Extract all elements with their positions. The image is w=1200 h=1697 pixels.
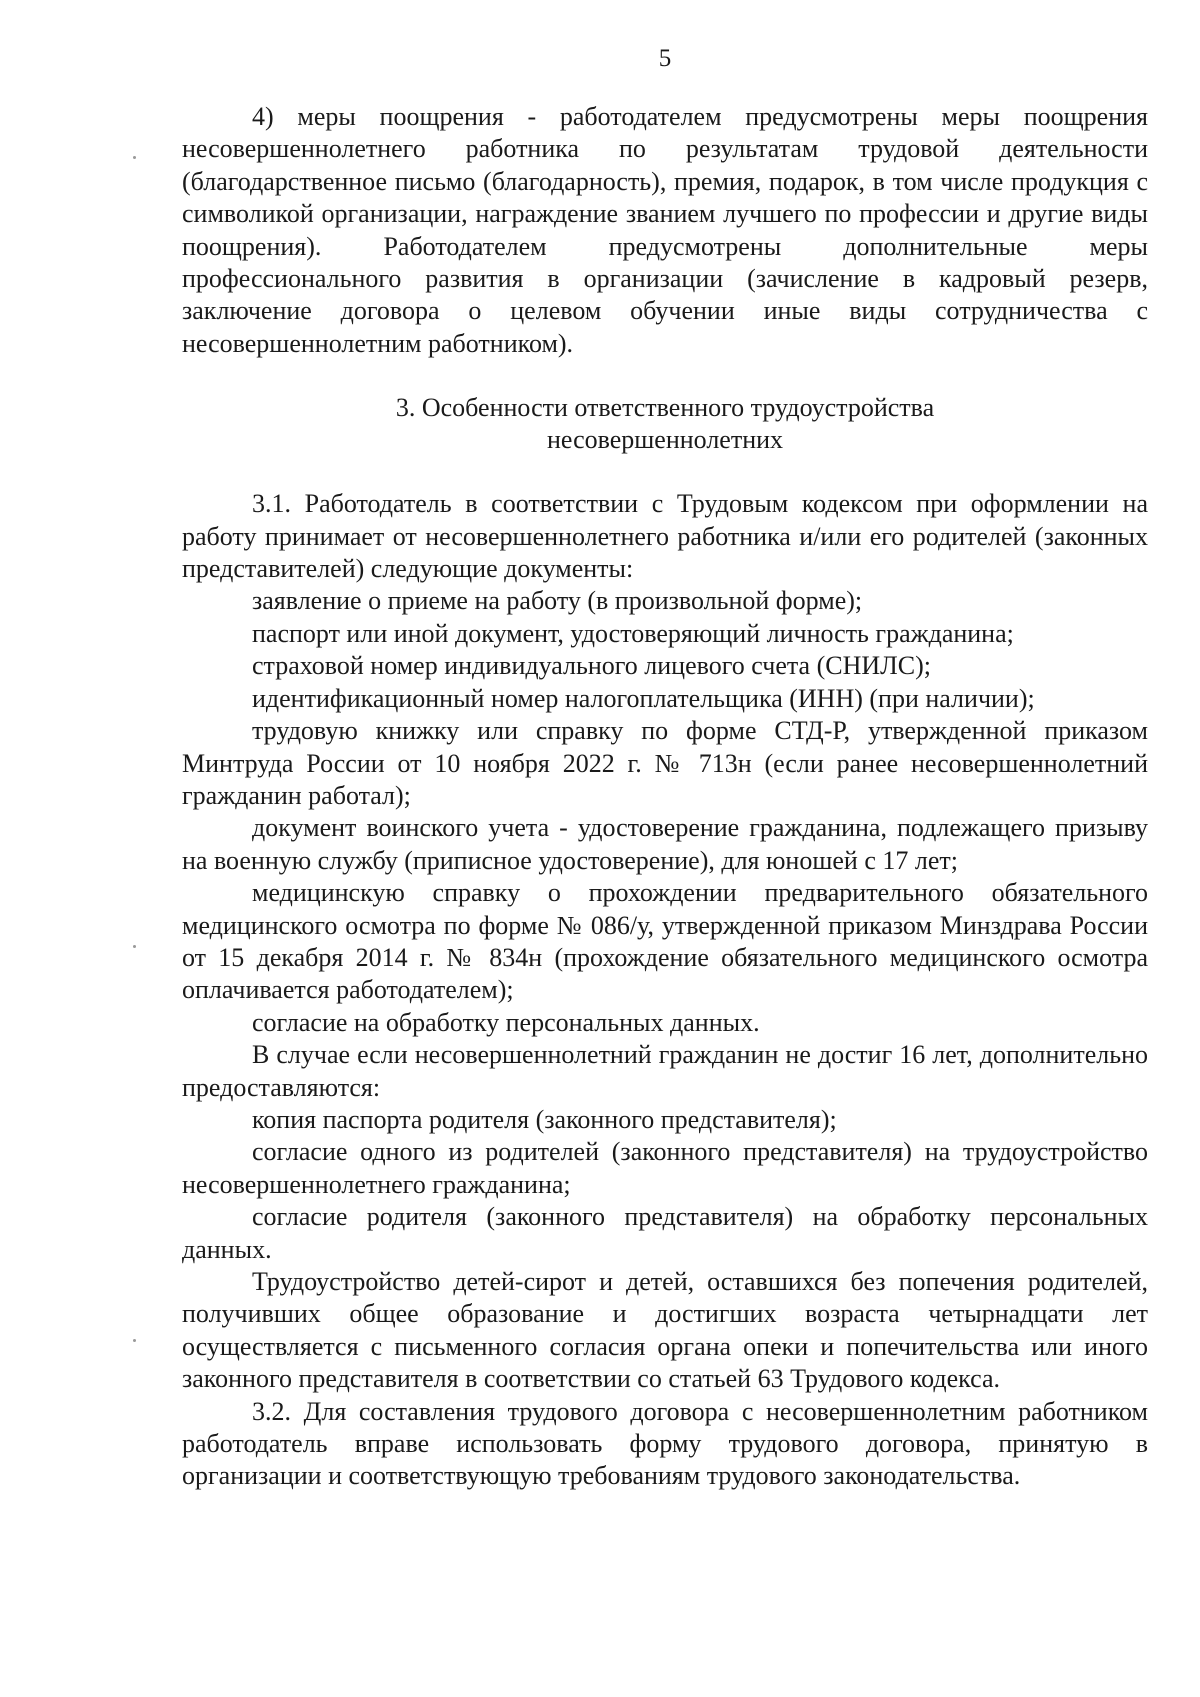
paragraph: 3.1. Работодатель в соответствии с Трудовым кодексом при оформлении на работу принимает от несовершеннолетнего работника и/или его родителей (законных представителей) следующие документы: <box>182 489 1148 584</box>
paragraph: В случае если несовершеннолетний гражданин не достиг 16 лет, дополнительно предоставляются: <box>182 1040 1148 1102</box>
list-item: копия паспорта родителя (законного представителя); <box>252 1104 837 1134</box>
list-item: заявление о приеме на работу (в произвольной форме); <box>252 586 863 616</box>
paragraph: 4) меры поощрения - работодателем предусмотрены меры поощрения несовершеннолетнего работника по результатам трудовой деятельности (благодарственное письмо (благодарность), премия, подарок, в том числе продукция с символикой организации, награждение званием лучшего по профессии и другие виды поощрения). Работодателем предусмотрены дополнительные меры профессионального развития в организации (зачисление в кадровый резерв, заключение договора о целевом обучении иные виды сотрудничества с несовершеннолетним работником). <box>182 102 1148 358</box>
list-item: паспорт или иной документ, удостоверяющий личность гражданина; <box>252 618 1014 648</box>
document-body <box>182 101 1148 1493</box>
paragraph: 3.2. Для составления трудового договора с несовершеннолетним работником работодатель вправе использовать форму трудового договора, принятую в организации и соответствующую требованиям трудового законодательства. <box>182 1396 1148 1491</box>
page-number: 5 <box>658 45 672 72</box>
list-item: согласие родителя (законного представителя) на обработку персональных данных. <box>182 1202 1148 1264</box>
scan-mark <box>133 945 136 948</box>
scan-mark <box>133 1339 136 1342</box>
list-item: трудовую книжку или справку по форме СТД-Р, утвержденной приказом Минтруда России от 10 ноября 2022 г. № 713н (если ранее несовершеннолетний гражданин работал); <box>182 716 1148 810</box>
section-heading-line: несовершеннолетних <box>546 425 784 455</box>
scan-mark <box>133 156 136 159</box>
list-item: документ воинского учета - удостоверение гражданина, подлежащего призыву на военную службу (приписное удостоверение), для юношей с 17 лет; <box>182 813 1148 875</box>
section-heading <box>182 392 1148 456</box>
list-item: согласие одного из родителей (законного представителя) на трудоустройство несовершеннолетнего гражданина; <box>182 1137 1148 1199</box>
list-item: идентификационный номер налогоплательщика (ИНН) (при наличии); <box>252 683 1035 713</box>
list-item: согласие на обработку персональных данных. <box>252 1007 760 1037</box>
list-item: медицинскую справку о прохождении предварительного обязательного медицинского осмотра по форме № 086/у, утвержденной приказом Минздрава России от 15 декабря 2014 г. № 834н (прохождение обязательного медицинского осмотра оплачивается работодателем); <box>182 878 1148 1005</box>
list-item: страховой номер индивидуального лицевого счета (СНИЛС); <box>252 651 931 681</box>
section-heading-line: 3. Особенности ответственного трудоустройства <box>395 393 935 423</box>
paragraph: Трудоустройство детей-сирот и детей, оставшихся без попечения родителей, получивших общее образование и достигших возраста четырнадцати лет осуществляется с письменного согласия органа опеки и попечительства или иного законного представителя в соответствии со статьей 63 Трудового кодекса. <box>182 1267 1148 1394</box>
